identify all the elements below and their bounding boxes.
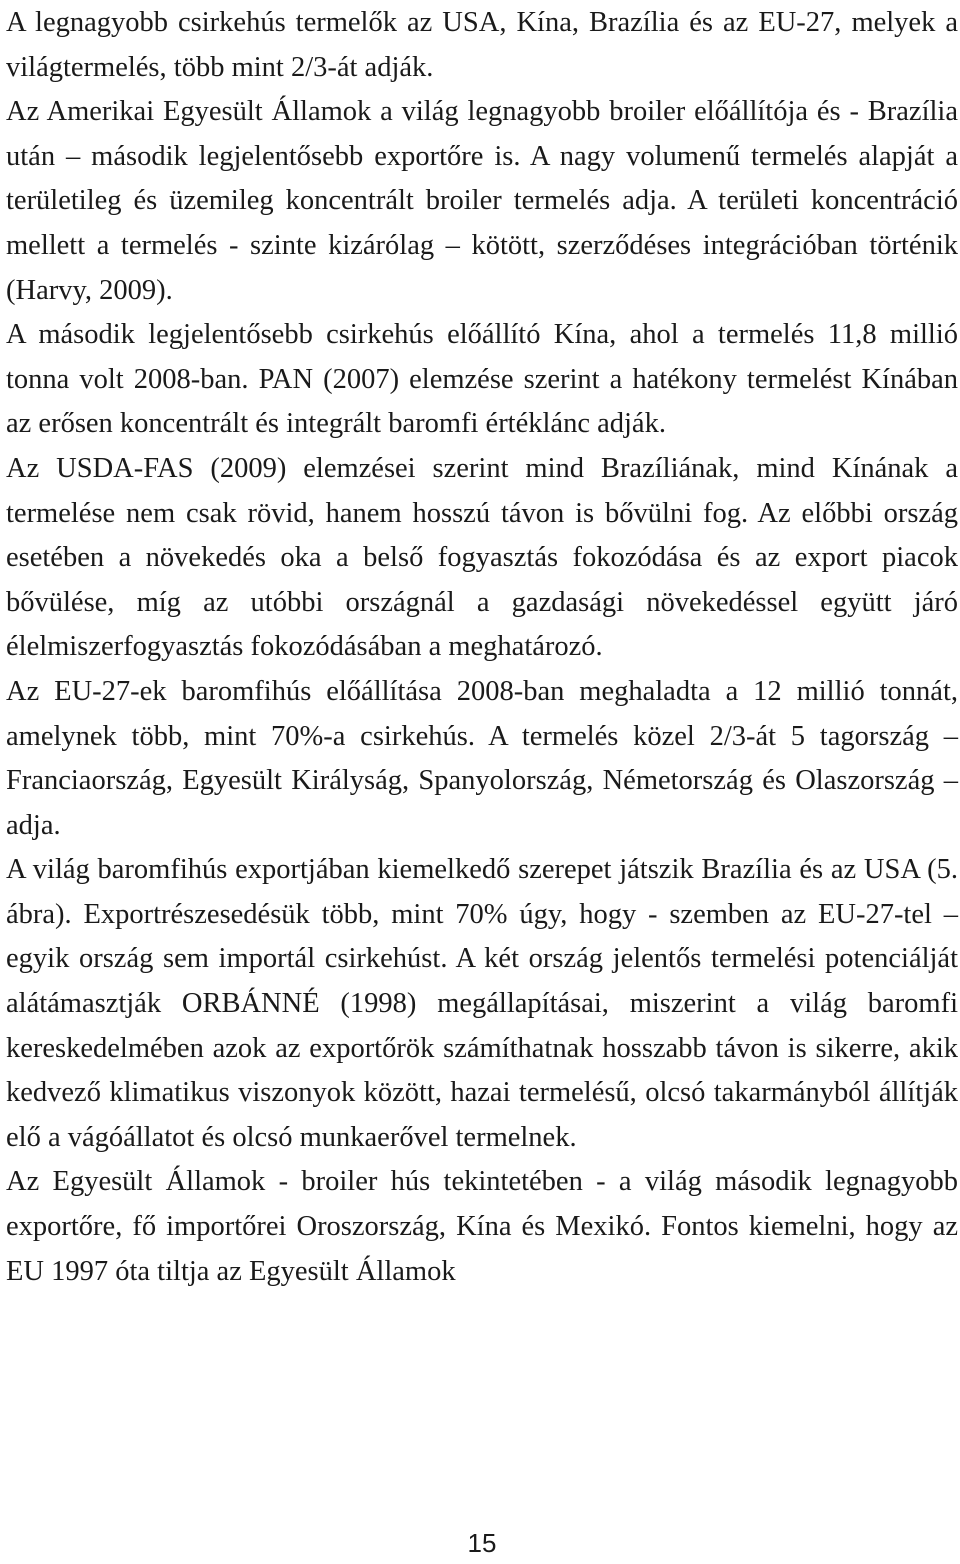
paragraph-6: A világ baromfihús exportjában kiemelkedő szerepet játszik Brazília és az USA (5. ábra). Exportrészesedésük több, mint 70% úgy, hogy - szemben az EU-27-tel – egyik ország sem importál csirkehúst. A két ország jelentős termelési potenciálját alátámasztják ORBÁNNÉ (1998) megállapításai, miszerint a világ baromfi kereskedelmében azok az exportőrök számíthatnak hosszabb távon is sikerre, akik kedvező klimatikus viszonyok között, hazai termelésű, olcsó takarmányból állítják elő a vágóállatot és olcsó munkaerővel termelnek. (6, 854, 958, 1153)
paragraph-4: Az USDA-FAS (2009) elemzései szerint mind Brazíliának, mind Kínának a termelése nem csak rövid, hanem hosszú távon is bővülni fog. Az előbbi ország esetében a növekedés oka a belső fogyasztás fokozódása és az export piacok bővülése, míg az utóbbi országnál a gazdasági növekedéssel együtt járó élelmiszerfogyasztás fokozódásában a meghatározó. (6, 452, 958, 663)
document-body (6, 0, 958, 1294)
document-page (6, 0, 958, 1564)
paragraph-7: Az Egyesült Államok - broiler hús tekintetében - a világ második legnagyobb exportőre, fő importőrei Oroszország, Kína és Mexikó. Fontos kiemelni, hogy az EU 1997 óta tiltja az Egyesült Államok (6, 1166, 958, 1287)
paragraph-3: A második legjelentősebb csirkehús előállító Kína, ahol a termelés 11,8 millió tonna volt 2008-ban. PAN (2007) elemzése szerint a hatékony termelést Kínában az erősen koncentrált és integrált baromfi értéklánc adják. (6, 319, 958, 440)
paragraph-1: A legnagyobb csirkehús termelők az USA, Kína, Brazília és az EU-27, melyek a világtermelés, több mint 2/3-át adják. (6, 7, 958, 83)
page-number: 15 (467, 1528, 497, 1558)
paragraph-2: Az Amerikai Egyesült Államok a világ legnagyobb broiler előállítója és - Brazília után – második legjelentősebb exportőre is. A nagy volumenű termelés alapját a területileg és üzemileg koncentrált broiler termelés adja. A területi koncentráció mellett a termelés - szinte kizárólag – kötött, szerződéses integrációban történik (Harvy, 2009). (6, 96, 958, 306)
paragraph-5: Az EU-27-ek baromfihús előállítása 2008-ban meghaladta a 12 millió tonnát, amelynek több, mint 70%-a csirkehús. A termelés közel 2/3-át 5 tagország – Franciaország, Egyesült Királyság, Spanyolország, Németország és Olaszország – adja. (6, 675, 958, 841)
